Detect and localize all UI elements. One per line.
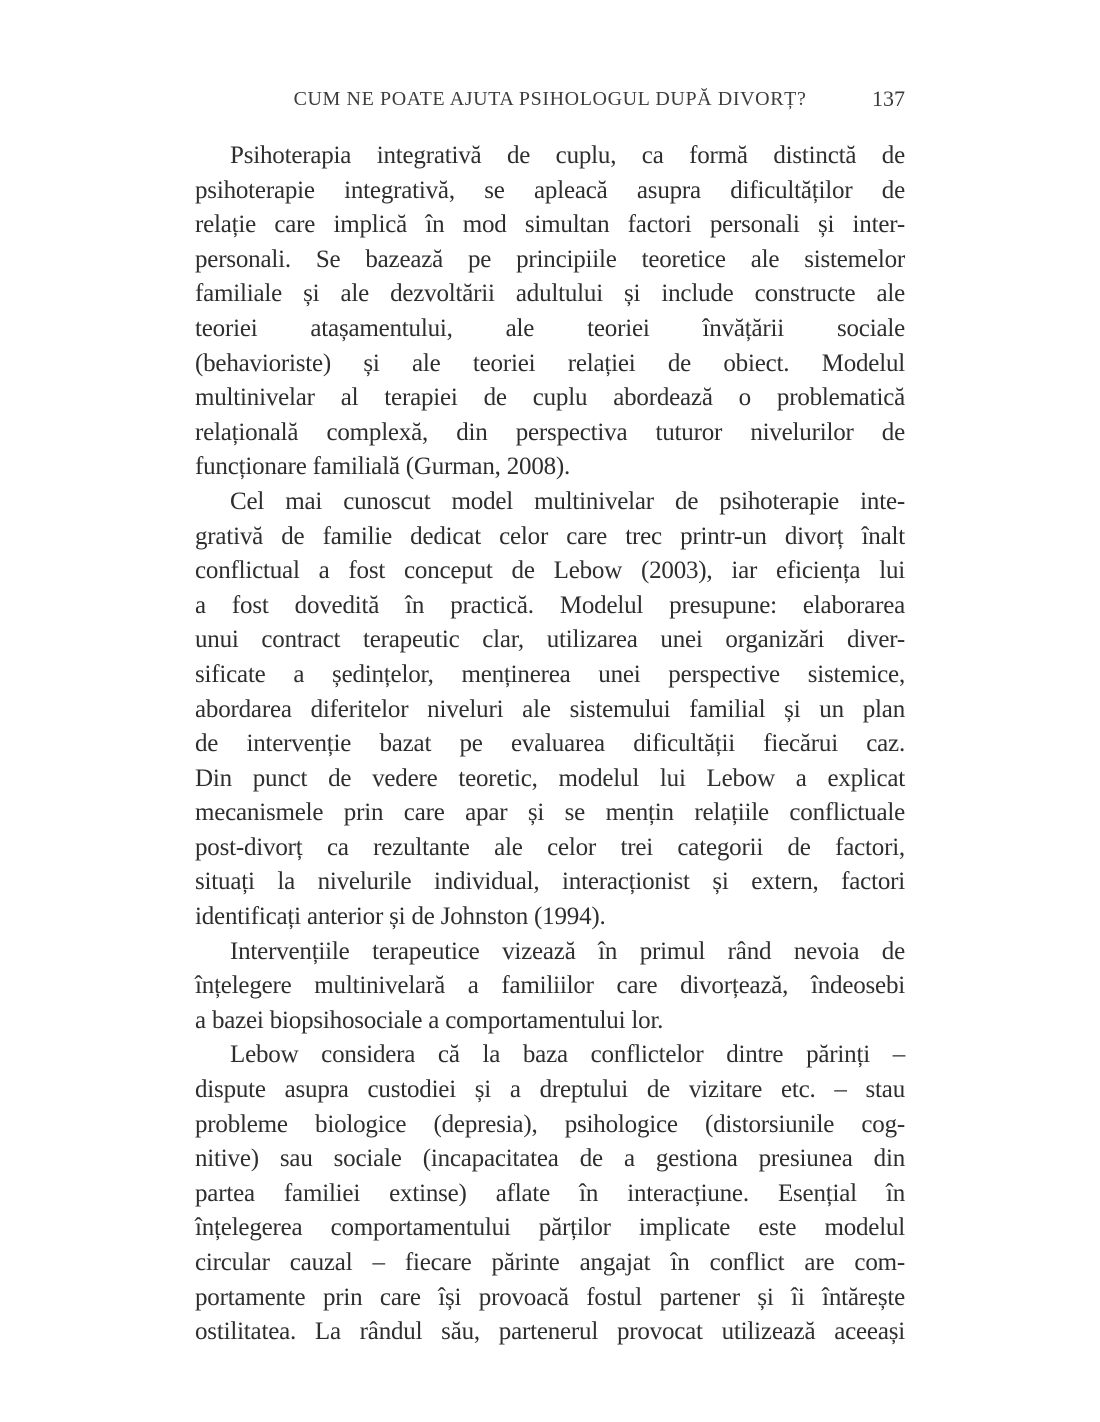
text-line: situați la nivelurile individual, interacționist și extern, factori [195,868,905,896]
text-line: nitive) sau sociale (incapacitatea de a gestiona presiunea din [195,1145,905,1173]
running-head [195,86,905,116]
text-line: Cel mai cunoscut model multinivelar de psihoterapie inte- [230,487,905,515]
text-line: circular cauzal – fiecare părinte angajat în conflict are com- [195,1249,905,1276]
text-column [195,139,905,1350]
text-line: Lebow considera că la baza conflictelor dintre părinți – [230,1041,905,1069]
text-line: mecanismele prin care apar și se mențin relațiile conflictuale [195,799,905,827]
text-line: abordarea diferitelor niveluri ale sistemului familial și un plan [195,695,905,723]
text-line: înțelegere multinivelară a familiilor care divorțează, îndeosebi [195,972,905,1000]
text-line: unui contract terapeutic clar, utilizarea unei organizări diver- [195,626,905,654]
text-line: teoriei atașamentului, ale teoriei învățării sociale [195,314,905,342]
text-line: Intervențiile terapeutice vizează în primul rând nevoia de [230,937,905,965]
text-line: Din punct de vedere teoretic, modelul lui Lebow a explicat [195,764,905,792]
text-line: multinivelar al terapiei de cuplu abordează o problematică [195,384,905,412]
text-line: de intervenție bazat pe evaluarea dificultății fiecărui caz. [195,730,905,758]
text-line: probleme biologice (depresia), psihologice (distorsiunile cog- [195,1110,905,1138]
paragraph [195,935,905,1039]
text-line: ostilitatea. La rândul său, partenerul provocat utilizează aceeași [195,1318,905,1346]
text-line: a fost dovedită în practică. Modelul presupune: elaborarea [195,591,905,619]
text-line: personali. Se bazează pe principiile teoretice ale sistemelor [195,245,905,273]
paragraph [195,139,905,485]
text-line: înțelegerea comportamentului părților implicate este modelul [195,1214,905,1242]
text-line: relațională complexă, din perspectiva tuturor nivelurilor de [195,418,905,446]
text-line: grativă de familie dedicat celor care trec printr-un divorț înalt [195,522,905,550]
running-head-title: CUM NE POATE AJUTA PSIHOLOGUL DUPĂ DIVORȚ? [293,88,807,110]
text-line: post-divorț ca rezultante ale celor trei categorii de factori, [195,833,905,861]
text-line: Psihoterapia integrativă de cuplu, ca formă distinctă de [230,142,905,169]
text-line: identificați anterior și de Johnston (1994). [195,903,606,931]
paragraph [195,485,905,935]
text-line: a bazei biopsihosociale a comportamentului lor. [195,1006,664,1034]
text-line: sificate a ședințelor, menținerea unei perspective sistemice, [195,660,905,688]
text-line: conflictual a fost conceput de Lebow (2003), iar eficiența lui [195,557,905,585]
text-line: relație care implică în mod simultan factori personali și inter- [195,211,905,239]
text-line: dispute asupra custodiei și a dreptului de vizitare etc. – stau [195,1076,905,1104]
text-line: funcționare familială (Gurman, 2008). [195,453,571,481]
text-line: (behavioriste) și ale teoriei relației de obiect. Modelul [195,349,905,377]
text-line: familiale și ale dezvoltării adultului și include constructe ale [195,280,905,308]
paragraph [195,1038,905,1349]
text-line: psihoterapie integrativă, se apleacă asupra dificultăților de [195,176,905,204]
page-number: 137 [872,86,905,111]
text-line: partea familiei extinse) aflate în interacțiune. Esențial în [195,1179,905,1207]
text-line: portamente prin care își provoacă fostul partener și îi întărește [195,1283,905,1311]
